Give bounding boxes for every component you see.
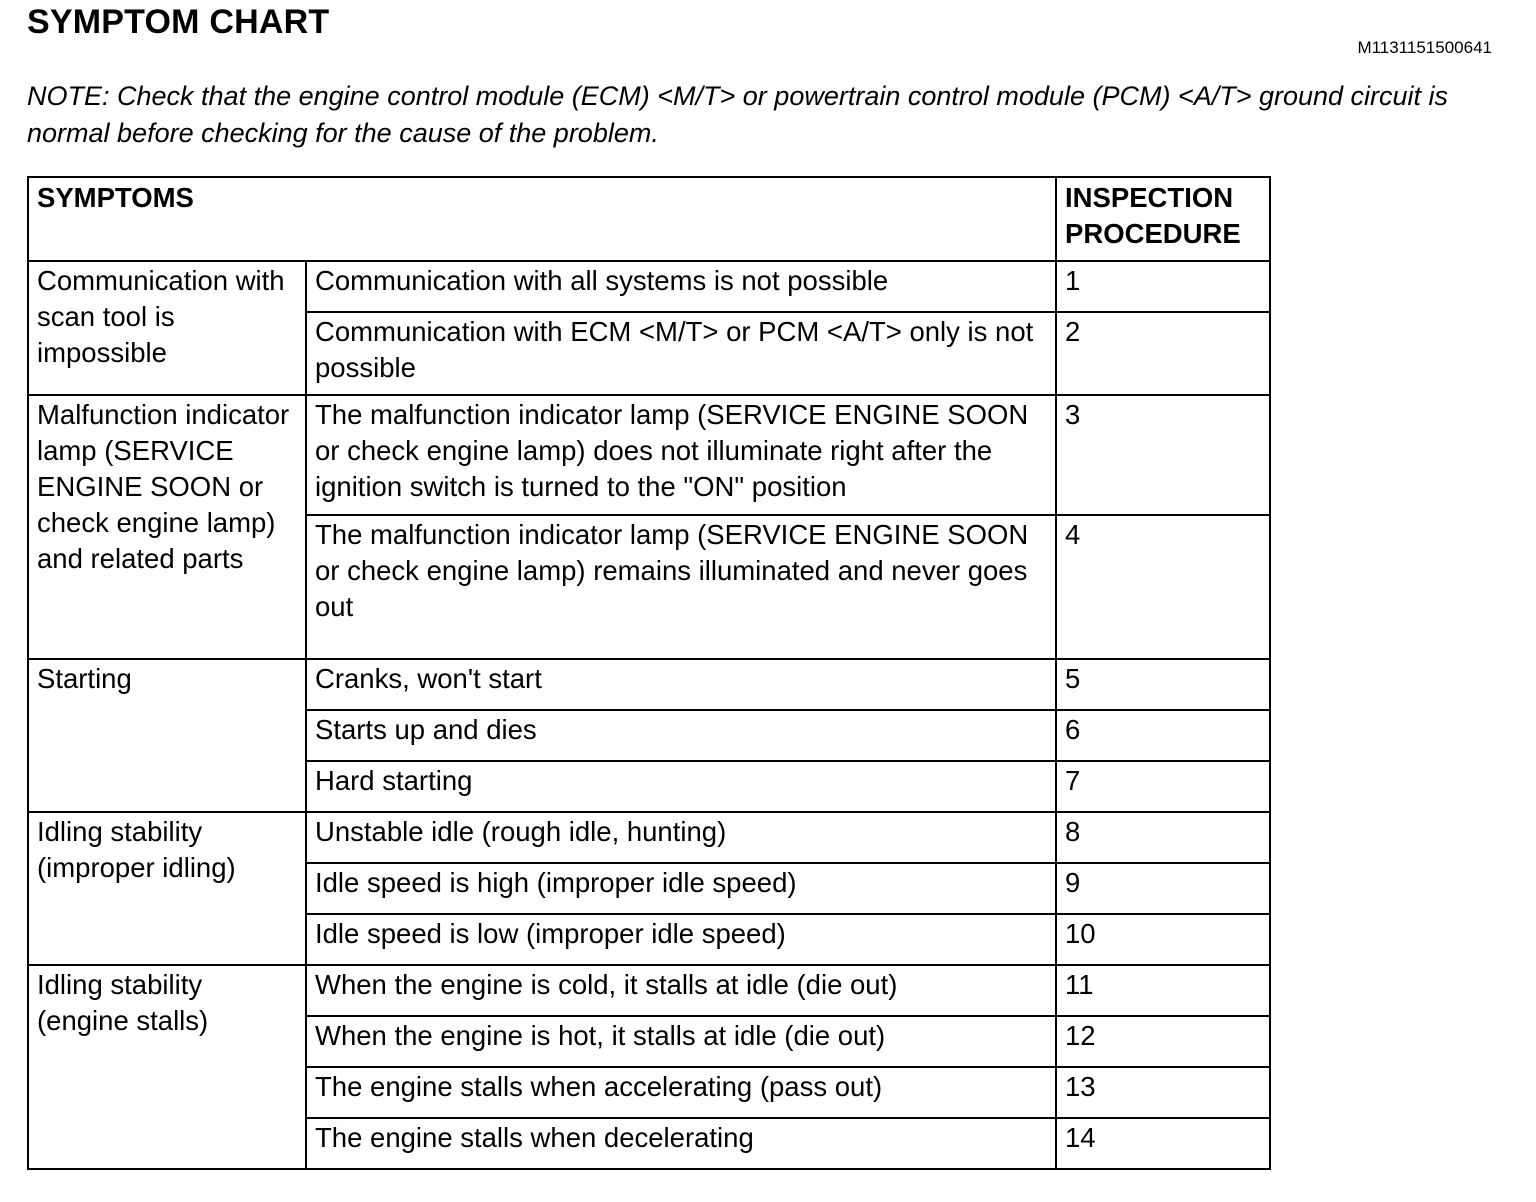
symptom-cell: Idle speed is low (improper idle speed) [306,914,1056,965]
symptom-cell: Unstable idle (rough idle, hunting) [306,812,1056,863]
symptom-cell: The malfunction indicator lamp (SERVICE ENGINE SOON or check engine lamp) remains illuminated and never goes out [306,515,1056,659]
procedure-cell: 2 [1056,312,1270,395]
table-header-row [28,177,1270,261]
category-cell: Communication with scan tool is impossible [28,261,306,395]
symptom-cell: Idle speed is high (improper idle speed) [306,863,1056,914]
table-row [28,395,1270,515]
symptom-cell: Hard starting [306,761,1056,812]
note-text: NOTE: Check that the engine control module (ECM) <M/T> or powertrain control module (PCM) <A/T> ground circuit is normal before checking for the cause of the problem. [27,81,1449,148]
procedure-cell: 8 [1056,812,1270,863]
table-row [28,812,1270,863]
category-cell: Idling stability (improper idling) [28,812,306,965]
procedure-cell: 3 [1056,395,1270,515]
symptom-cell: Communication with ECM <M/T> or PCM <A/T> only is not possible [306,312,1056,395]
document-id: M1131151500641 [1357,38,1492,57]
table-row [28,659,1270,710]
procedure-cell: 14 [1056,1118,1270,1169]
procedure-cell: 6 [1056,710,1270,761]
procedure-cell: 11 [1056,965,1270,1016]
procedure-cell: 1 [1056,261,1270,312]
symptom-cell: When the engine is hot, it stalls at idle (die out) [306,1016,1056,1067]
procedure-cell: 10 [1056,914,1270,965]
symptom-cell: The engine stalls when decelerating [306,1118,1056,1169]
page-title: SYMPTOM CHART [27,3,330,41]
procedure-cell: 5 [1056,659,1270,710]
symptom-cell: The malfunction indicator lamp (SERVICE ENGINE SOON or check engine lamp) does not illuminate right after the ignition switch is turned to the "ON" position [306,395,1056,515]
symptom-cell: Communication with all systems is not possible [306,261,1056,312]
symptom-cell: Starts up and dies [306,710,1056,761]
category-cell: Starting [28,659,306,812]
procedure-cell: 13 [1056,1067,1270,1118]
procedure-cell: 4 [1056,515,1270,659]
symptom-cell: Cranks, won't start [306,659,1056,710]
category-cell: Malfunction indicator lamp (SERVICE ENGINE SOON or check engine lamp) and related parts [28,395,306,659]
inspection-procedure-header [1056,177,1270,261]
procedure-cell: 9 [1056,863,1270,914]
inspection-header-line2: PROCEDURE [1065,218,1241,249]
category-cell: Idling stability (engine stalls) [28,965,306,1169]
table-row [28,261,1270,312]
table-row [28,965,1270,1016]
inspection-header-line1: INSPECTION [1065,182,1234,213]
procedure-cell: 7 [1056,761,1270,812]
symptom-cell: The engine stalls when accelerating (pass out) [306,1067,1056,1118]
symptom-table [27,176,1271,1170]
symptoms-header: SYMPTOMS [28,177,1056,261]
symptom-cell: When the engine is cold, it stalls at idle (die out) [306,965,1056,1016]
procedure-cell: 12 [1056,1016,1270,1067]
